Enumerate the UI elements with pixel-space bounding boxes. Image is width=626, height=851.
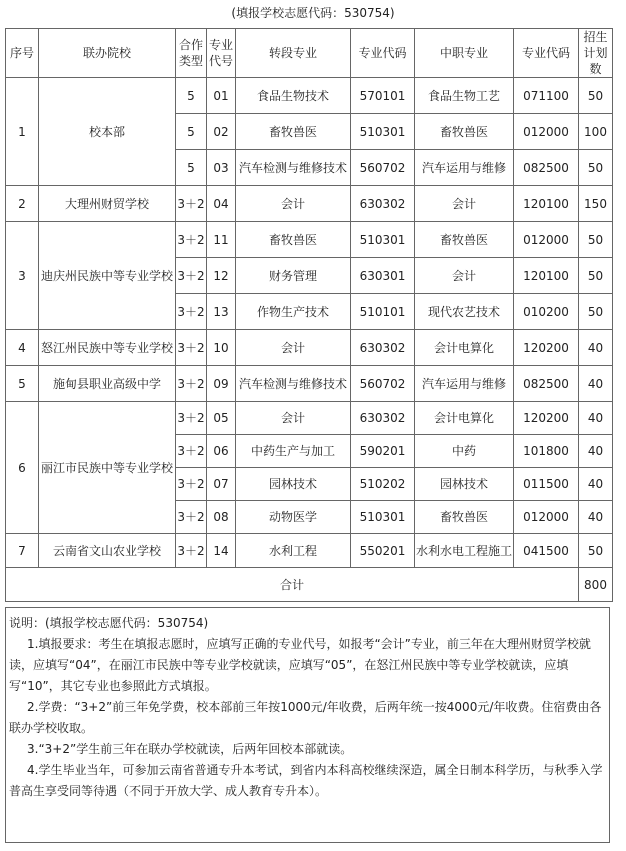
cell-major-code: 630301 xyxy=(351,258,415,294)
cell-plan: 150 xyxy=(579,186,613,222)
cell-major-code: 560702 xyxy=(351,366,415,402)
cell-voc: 现代农艺技术 xyxy=(415,294,514,330)
cell-plan: 50 xyxy=(579,78,613,114)
cell-code: 07 xyxy=(207,468,236,501)
cell-voc: 畜牧兽医 xyxy=(415,222,514,258)
cell-code: 12 xyxy=(207,258,236,294)
cell-code: 02 xyxy=(207,114,236,150)
cell-plan: 40 xyxy=(579,330,613,366)
cell-major: 园林技术 xyxy=(236,468,351,501)
enrollment-plan-table xyxy=(5,28,613,602)
cell-voc-code: 071100 xyxy=(514,78,579,114)
header-school: 联办院校 xyxy=(39,29,176,78)
cell-major-code: 550201 xyxy=(351,534,415,568)
cell-major-code: 560702 xyxy=(351,150,415,186)
cell-voc-code: 012000 xyxy=(514,114,579,150)
group-seq: 7 xyxy=(6,534,39,568)
header-transfer-major: 转段专业 xyxy=(236,29,351,78)
cell-plan: 50 xyxy=(579,294,613,330)
note-item-upgrade: 4.学生毕业当年，可参加云南省普通专升本考试，到省内本科高校继续深造，属全日制本科学历，与秋季入学普高生享受同等待遇（不同于开放大学、成人教育专升本）。 xyxy=(9,763,603,798)
cell-major: 汽车检测与维修技术 xyxy=(236,366,351,402)
cell-major: 水利工程 xyxy=(236,534,351,568)
cell-major: 中药生产与加工 xyxy=(236,435,351,468)
cell-plan: 50 xyxy=(579,222,613,258)
cell-type: 3＋2 xyxy=(176,402,207,435)
cell-plan: 40 xyxy=(579,366,613,402)
cell-type: 3＋2 xyxy=(176,222,207,258)
cell-voc: 汽车运用与维修 xyxy=(415,150,514,186)
cell-plan: 50 xyxy=(579,258,613,294)
cell-type: 3＋2 xyxy=(176,501,207,534)
table-row xyxy=(6,402,613,435)
cell-type: 3＋2 xyxy=(176,468,207,501)
cell-code: 08 xyxy=(207,501,236,534)
cell-major-code: 510101 xyxy=(351,294,415,330)
cell-major: 动物医学 xyxy=(236,501,351,534)
cell-plan: 40 xyxy=(579,435,613,468)
cell-voc-code: 082500 xyxy=(514,366,579,402)
cell-plan: 50 xyxy=(579,534,613,568)
cell-code: 10 xyxy=(207,330,236,366)
cell-major-code: 510301 xyxy=(351,114,415,150)
cell-voc: 食品生物工艺 xyxy=(415,78,514,114)
school-code-caption: (填报学校志愿代码：530754) xyxy=(231,6,395,20)
note-item-filling: 1.填报要求：考生在填报志愿时，应填写正确的专业代号，如报考“会计”专业，前三年在大理州财贸学校就读，应填写“04”，在丽江市民族中等专业学校就读，应填写“05”，在怒江州民族中等专业学校就读，应填写“10”，其它专业也参照此方式填报。 xyxy=(9,637,591,693)
cell-code: 04 xyxy=(207,186,236,222)
cell-type: 3＋2 xyxy=(176,534,207,568)
cell-major: 财务管理 xyxy=(236,258,351,294)
cell-major-code: 570101 xyxy=(351,78,415,114)
cell-code: 01 xyxy=(207,78,236,114)
cell-major-code: 630302 xyxy=(351,186,415,222)
cell-major: 畜牧兽医 xyxy=(236,114,351,150)
table-row xyxy=(6,186,613,222)
cell-voc-code: 120200 xyxy=(514,402,579,435)
cell-type: 3＋2 xyxy=(176,258,207,294)
table-row xyxy=(6,78,613,114)
group-seq: 6 xyxy=(6,402,39,534)
cell-plan: 40 xyxy=(579,468,613,501)
group-school: 云南省文山农业学校 xyxy=(39,534,176,568)
group-seq: 1 xyxy=(6,78,39,186)
total-label: 合计 xyxy=(6,568,579,602)
cell-major: 会计 xyxy=(236,186,351,222)
cell-code: 13 xyxy=(207,294,236,330)
cell-major-code: 590201 xyxy=(351,435,415,468)
cell-major-code: 510301 xyxy=(351,222,415,258)
cell-voc: 园林技术 xyxy=(415,468,514,501)
header-seq: 序号 xyxy=(6,29,39,78)
cell-voc: 畜牧兽医 xyxy=(415,114,514,150)
cell-major: 汽车检测与维修技术 xyxy=(236,150,351,186)
cell-voc-code: 120100 xyxy=(514,186,579,222)
cell-code: 03 xyxy=(207,150,236,186)
cell-plan: 40 xyxy=(579,402,613,435)
header-vocational-code: 专业代码 xyxy=(514,29,579,78)
cell-major: 食品生物技术 xyxy=(236,78,351,114)
cell-type: 3＋2 xyxy=(176,330,207,366)
notes-title: 说明：(填报学校志愿代码：530754) xyxy=(9,616,209,630)
header-row xyxy=(6,29,613,78)
group-school: 大理州财贸学校 xyxy=(39,186,176,222)
cell-code: 11 xyxy=(207,222,236,258)
table-row xyxy=(6,330,613,366)
group-school: 怒江州民族中等专业学校 xyxy=(39,330,176,366)
cell-plan: 100 xyxy=(579,114,613,150)
group-seq: 3 xyxy=(6,222,39,330)
cell-major-code: 510301 xyxy=(351,501,415,534)
group-school: 施甸县职业高级中学 xyxy=(39,366,176,402)
cell-major: 会计 xyxy=(236,330,351,366)
cell-voc: 会计 xyxy=(415,258,514,294)
cell-voc-code: 012000 xyxy=(514,222,579,258)
cell-plan: 50 xyxy=(579,150,613,186)
cell-type: 3＋2 xyxy=(176,366,207,402)
cell-code: 09 xyxy=(207,366,236,402)
cell-voc-code: 120200 xyxy=(514,330,579,366)
cell-code: 06 xyxy=(207,435,236,468)
cell-plan: 40 xyxy=(579,501,613,534)
cell-voc: 水利水电工程施工 xyxy=(415,534,514,568)
cell-voc-code: 012000 xyxy=(514,501,579,534)
cell-voc: 汽车运用与维修 xyxy=(415,366,514,402)
cell-voc-code: 010200 xyxy=(514,294,579,330)
cell-voc: 会计电算化 xyxy=(415,402,514,435)
cell-code: 05 xyxy=(207,402,236,435)
table-row xyxy=(6,534,613,568)
cell-voc-code: 011500 xyxy=(514,468,579,501)
group-school: 丽江市民族中等专业学校 xyxy=(39,402,176,534)
group-seq: 4 xyxy=(6,330,39,366)
notes-section xyxy=(5,607,610,843)
cell-voc-code: 101800 xyxy=(514,435,579,468)
cell-voc: 会计 xyxy=(415,186,514,222)
cell-voc: 会计电算化 xyxy=(415,330,514,366)
cell-voc-code: 082500 xyxy=(514,150,579,186)
header-vocational-major: 中职专业 xyxy=(415,29,514,78)
cell-type: 3＋2 xyxy=(176,435,207,468)
header-transfer-code: 专业代码 xyxy=(351,29,415,78)
table-row xyxy=(6,222,613,258)
total-value: 800 xyxy=(579,568,613,602)
table-row xyxy=(6,366,613,402)
cell-major: 作物生产技术 xyxy=(236,294,351,330)
header-plan: 招生计划数 xyxy=(579,29,613,78)
cell-type: 5 xyxy=(176,78,207,114)
cell-type: 3＋2 xyxy=(176,186,207,222)
cell-major-code: 510202 xyxy=(351,468,415,501)
note-item-tuition: 2.学费：“3+2”前三年免学费，校本部前三年按1000元/年收费，后两年统一按4000元/年收费。住宿费由各联办学校收取。 xyxy=(9,700,602,735)
group-seq: 2 xyxy=(6,186,39,222)
header-major-code: 专业代号 xyxy=(207,29,236,78)
cell-major: 会计 xyxy=(236,402,351,435)
group-school: 校本部 xyxy=(39,78,176,186)
group-seq: 5 xyxy=(6,366,39,402)
cell-voc-code: 041500 xyxy=(514,534,579,568)
cell-voc: 中药 xyxy=(415,435,514,468)
cell-type: 5 xyxy=(176,150,207,186)
cell-type: 5 xyxy=(176,114,207,150)
cell-voc-code: 120100 xyxy=(514,258,579,294)
group-school: 迪庆州民族中等专业学校 xyxy=(39,222,176,330)
cell-major-code: 630302 xyxy=(351,330,415,366)
cell-type: 3＋2 xyxy=(176,294,207,330)
cell-code: 14 xyxy=(207,534,236,568)
cell-voc: 畜牧兽医 xyxy=(415,501,514,534)
cell-major: 畜牧兽医 xyxy=(236,222,351,258)
total-row xyxy=(6,568,613,602)
note-item-study-location: 3.“3+2”学生前三年在联办学校就读，后两年回校本部就读。 xyxy=(27,742,353,756)
cell-major-code: 630302 xyxy=(351,402,415,435)
header-coop-type: 合作类型 xyxy=(176,29,207,78)
